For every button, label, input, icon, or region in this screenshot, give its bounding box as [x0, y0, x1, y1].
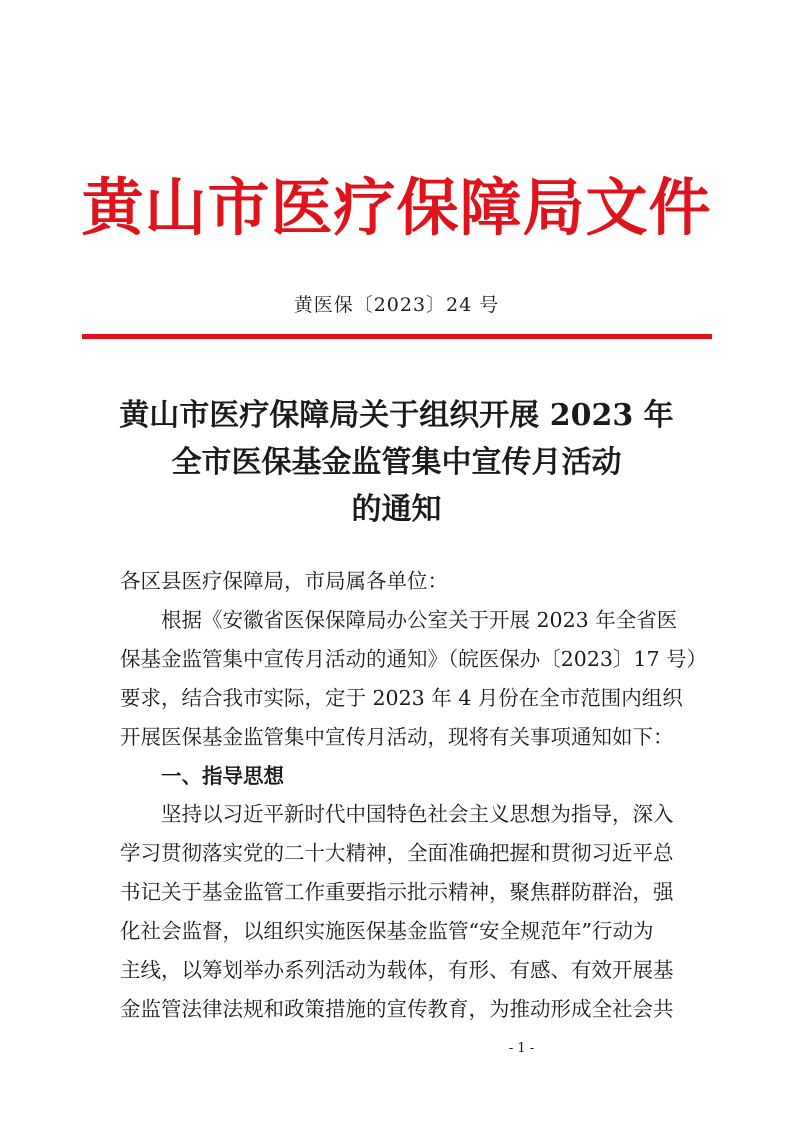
paragraph-line: 书记关于基金监管工作重要指示批示精神，聚焦群防群治，强: [120, 880, 674, 905]
paragraph-line: 保基金监管集中宣传月活动的通知》（皖医保办〔2023〕17 号）: [120, 646, 708, 671]
paragraph-intro: [120, 601, 680, 640]
page-number: - 1 -: [508, 1041, 535, 1056]
paragraph-line: 坚持以习近平新时代中国特色社会主义思想为指导，深入: [161, 802, 674, 827]
document-number: 黄医保〔2023〕24 号: [293, 294, 500, 316]
paragraph-line: 要求，结合我市实际，定于 2023 年 4 月份在全市范围内组织: [120, 685, 683, 710]
addressee: 各区县医疗保障局，市局属各单位：: [120, 569, 448, 593]
paragraph-line: 化社会监督，以组织实施医保基金监管“安全规范年”行动为: [120, 919, 654, 944]
paragraph-intro-continued: [120, 640, 708, 757]
notice-body: [120, 562, 708, 1029]
paragraph-line: 主线，以筹划举办系列活动为载体，有形、有感、有效开展基: [120, 958, 674, 983]
paragraph-guiding-thought-continued: [120, 834, 680, 1029]
paragraph-line: 金监管法律法规和政策措施的宣传教育，为推动形成全社会共: [120, 996, 674, 1021]
notice-title-line: 的通知: [351, 492, 442, 527]
paragraph-line: 根据《安徽省医保保障局办公室关于开展 2023 年全省医: [161, 607, 678, 632]
notice-title-line: 全市医保基金监管集中宣传月活动: [171, 445, 622, 480]
paragraph-guiding-thought: [120, 795, 680, 834]
paragraph-line: 学习贯彻落实党的二十大精神，全面准确把握和贯彻习近平总: [120, 841, 674, 866]
red-divider-line: [82, 334, 712, 339]
section-heading: 一、指导思想: [161, 763, 284, 788]
notice-title-line: 黄山市医疗保障局关于组织开展 2023 年: [119, 398, 674, 433]
notice-title: [0, 392, 793, 533]
document-header-title: 黄山市医疗保障局文件: [81, 171, 712, 244]
paragraph-line: 开展医保基金监管集中宣传月活动，现将有关事项通知如下：: [120, 724, 674, 749]
